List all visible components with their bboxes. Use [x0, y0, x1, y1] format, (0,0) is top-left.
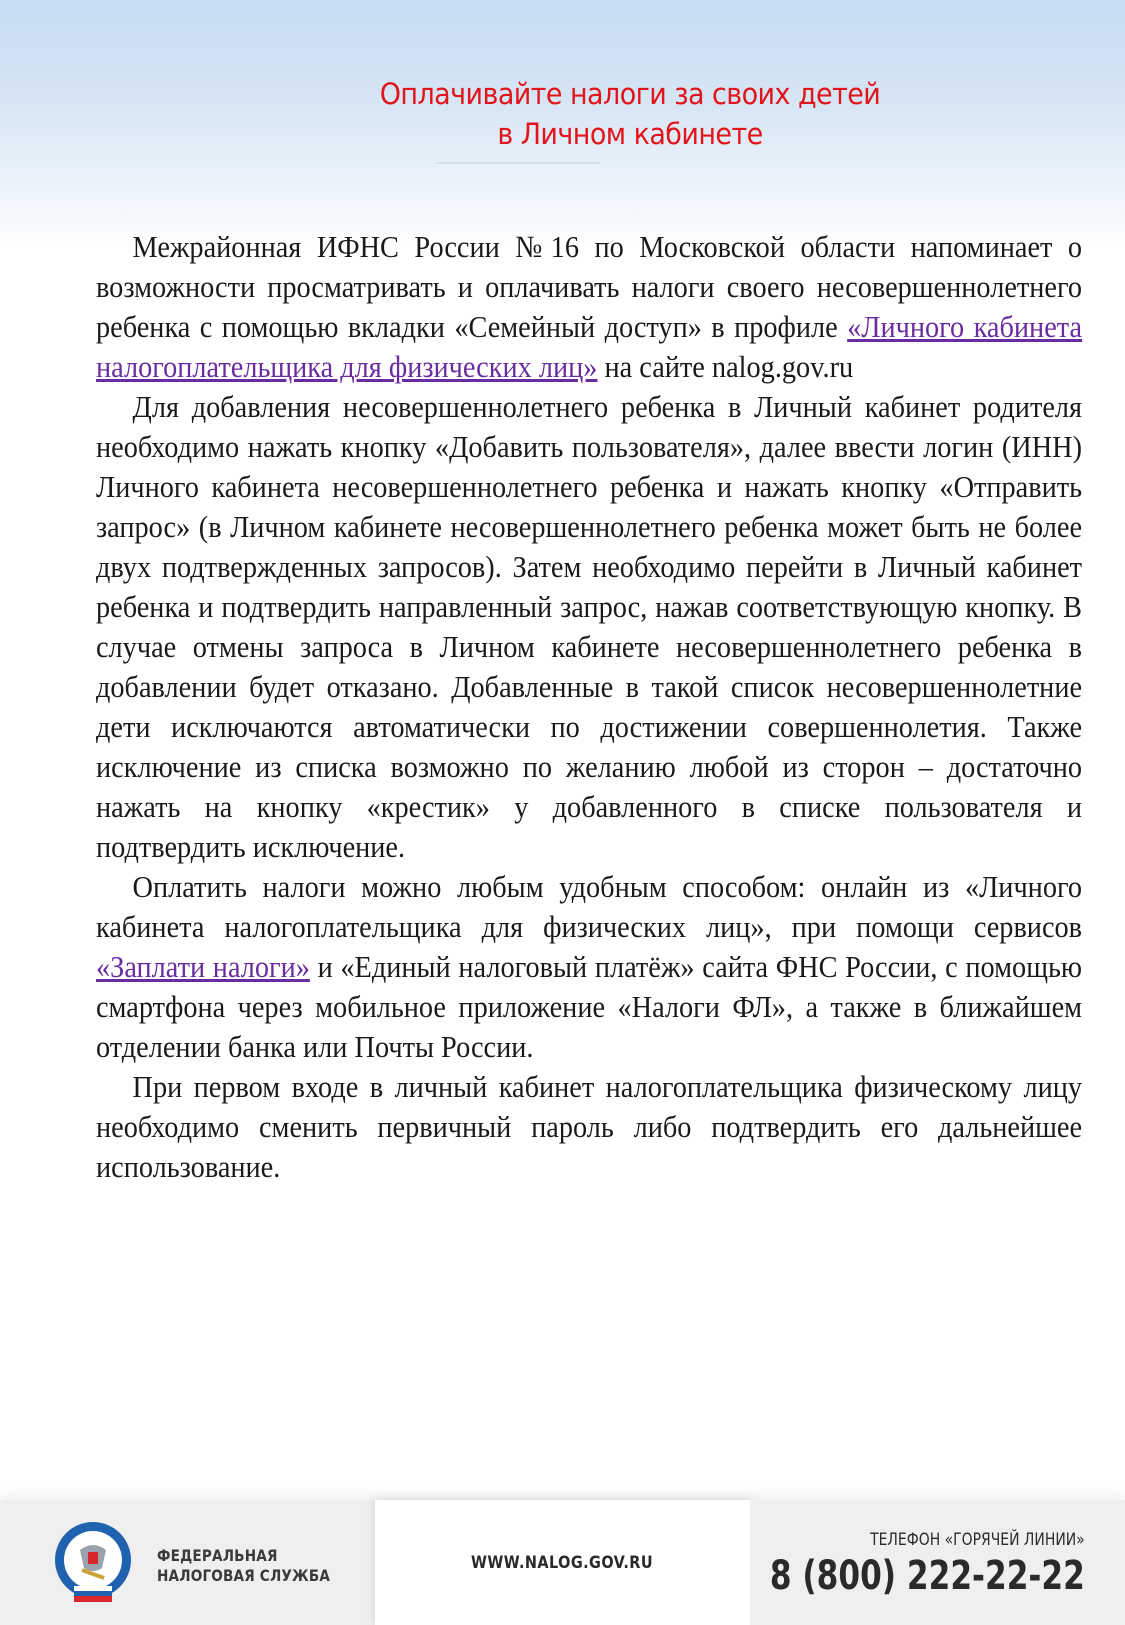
org-name: ФЕДЕРАЛЬНАЯ НАЛОГОВАЯ СЛУЖБА	[157, 1546, 331, 1585]
title-line-2: в Личном кабинете	[497, 117, 763, 151]
paragraph-2: Для добавления несовершеннолетнего ребенка в Личный кабинет родителя необходимо нажать кнопку «Добавить пользователя», далее ввести логин (ИНН) Личного кабинета несовершеннолетнего ребенка и нажать кнопку «Отправить запрос» (в Личном кабинете несовершеннолетнего ребенка может быть не более двух подтвержденных запросов). Затем необходимо перейти в Личный кабинет ребенка и подтвердить направленный запрос, нажав соответствующую кнопку. В случае отмены запроса в Личном кабинете несовершеннолетнего ребенка в добавлении будет отказано. Добавленные в такой список несовершеннолетние дети исключаются автоматически по достижении совершеннолетия. Также исключение из списка возможно по желанию любой из сторон – достаточно нажать на кнопку «крестик» у добавленного в списке пользователя и подтвердить исключение.	[96, 389, 1083, 864]
hotline-number[interactable]: 8 (800) 222-22-22	[770, 1553, 1085, 1599]
footer	[0, 1500, 1125, 1625]
footer-org-block	[0, 1500, 375, 1625]
personal-account-link[interactable]: «Личного кабинета налогоплательщика для физических лиц»	[96, 309, 1083, 384]
paragraph-3: Оплатить налоги можно любым удобным способом: онлайн из «Личного кабинета налогоплательщика для физических лиц», при помощи сервисов «Заплати налоги» и «Единый налоговый платёж» сайта ФНС России, с помощью смартфона через мобильное приложение «Налоги ФЛ», а также в ближайшем отделении банка или Почты России.	[96, 869, 1083, 1064]
paragraph-4: При первом входе в личный кабинет налогоплательщика физическому лицу необходимо сменить первичный пароль либо подтвердить его дальнейшее использование.	[96, 1069, 1083, 1184]
site-link[interactable]: WWW.NALOG.GOV.RU	[471, 1552, 654, 1573]
title-divider	[436, 162, 600, 164]
title-line-1: Оплачивайте налоги за своих детей	[379, 77, 881, 111]
article-body	[96, 227, 1082, 1187]
footer-hotline-block	[750, 1500, 1125, 1625]
fns-emblem-icon	[50, 1520, 136, 1606]
paragraph-1: Межрайонная ИФНС России №16 по Московской области напоминает о возможности просматривать и оплачивать налоги своего несовершеннолетнего ребенка с помощью вкладки «Семейный доступ» в профиле «Личного кабинета налогоплательщика для физических лиц» на сайте nalog.gov.ru	[96, 229, 1083, 384]
hotline-label: ТЕЛЕФОН «ГОРЯЧЕЙ ЛИНИИ»	[870, 1530, 1085, 1550]
page-title	[277, 74, 984, 154]
footer-site-block	[375, 1500, 750, 1625]
pay-taxes-link[interactable]: «Заплати налоги»	[96, 949, 310, 984]
